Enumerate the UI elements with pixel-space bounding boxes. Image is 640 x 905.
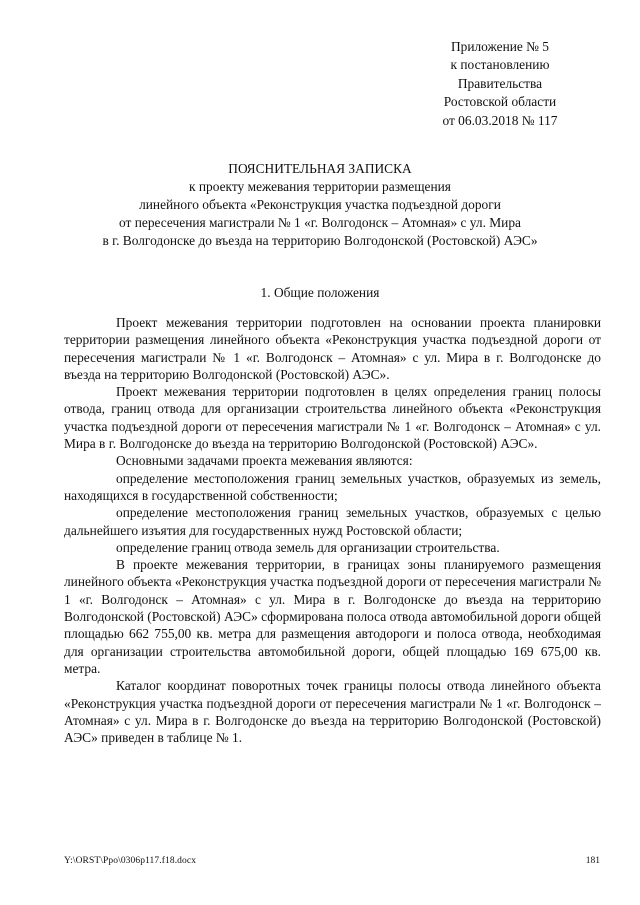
document-title bbox=[40, 160, 600, 250]
paragraph: определение местоположения границ земельных участков, образуемых из земель, находящихся в государственной собственности; bbox=[64, 470, 601, 503]
appendix-line: к постановлению bbox=[450, 57, 550, 73]
paragraph: Каталог координат поворотных точек границы полосы отвода линейного объекта «Реконструкция участка подъездной дороги от пересечения магистрали № 1 «г. Волгодонск – Атомная» с ул. Мира в г. Волгодонске до въезда на территорию Волгодонской (Ростовской) АЭС» приведен в таблице № 1. bbox=[64, 678, 601, 746]
paragraph: В проекте межевания территории, в границах зоны планируемого размещения линейного объекта «Реконструкция участка подъездной дороги от пересечения магистрали № 1 «г. Волгодонск – Атомная» с ул. Мира в г. Волгодонске до въезда на территорию Волгодонской (Ростовской) АЭС» сформирована полоса отвода автомобильной дороги общей площадью 662 755,00 кв. метра для размещения автодороги и полоса отвода, необходимая для организации строительства автомобильной дороги, общей площадью 169 675,00 кв. метра. bbox=[64, 557, 601, 676]
title-heading: ПОЯСНИТЕЛЬНАЯ ЗАПИСКА bbox=[228, 161, 412, 176]
title-line: линейного объекта «Реконструкция участка подъездной дороги bbox=[139, 197, 501, 212]
paragraph: Проект межевания территории подготовлен на основании проекта планировки территории размещения линейного объекта «Реконструкция участка подъездной дороги от пересечения магистрали № 1 «г. Волгодонск – Атомная» с ул. Мира в г. Волгодонске до въезда на территорию Волгодонской (Ростовской) АЭС». bbox=[64, 315, 601, 382]
paragraph: определение местоположения границ земельных участков, образуемых с целью дальнейшего изъятия для государственных нужд Ростовской области; bbox=[64, 505, 601, 538]
footer-page-number: 181 bbox=[585, 856, 600, 866]
title-line: от пересечения магистрали № 1 «г. Волгодонск – Атомная» с ул. Мира bbox=[119, 215, 521, 230]
title-line: к проекту межевания территории размещения bbox=[189, 179, 451, 194]
title-line: в г. Волгодонске до въезда на территорию Волгодонской (Ростовской) АЭС» bbox=[102, 233, 538, 248]
footer-file-path: Y:\ORST\Ppo\0306p117.f18.docx bbox=[64, 856, 197, 866]
appendix-note bbox=[420, 38, 580, 130]
appendix-line: Правительства bbox=[457, 75, 543, 91]
body-text bbox=[64, 314, 601, 746]
paragraph: Проект межевания территории подготовлен в целях определения границ полосы отвода, границ отвода для организации строительства линейного объекта «Реконструкция участка подъездной дороги от пересечения магистрали № 1 «г. Волгодонск – Атомная» с ул. Мира в г. Волгодонске до въезда на территорию Волгодонской (Ростовской) АЭС». bbox=[64, 384, 601, 452]
appendix-line: от 06.03.2018 № 117 bbox=[442, 112, 558, 128]
appendix-line: Ростовской области bbox=[443, 94, 557, 110]
appendix-line: Приложение № 5 bbox=[450, 39, 550, 54]
paragraph: определение границ отвода земель для организации строительства. bbox=[116, 539, 500, 555]
paragraph: Основными задачами проекта межевания являются: bbox=[116, 453, 413, 469]
section-heading: 1. Общие положения bbox=[260, 285, 380, 300]
